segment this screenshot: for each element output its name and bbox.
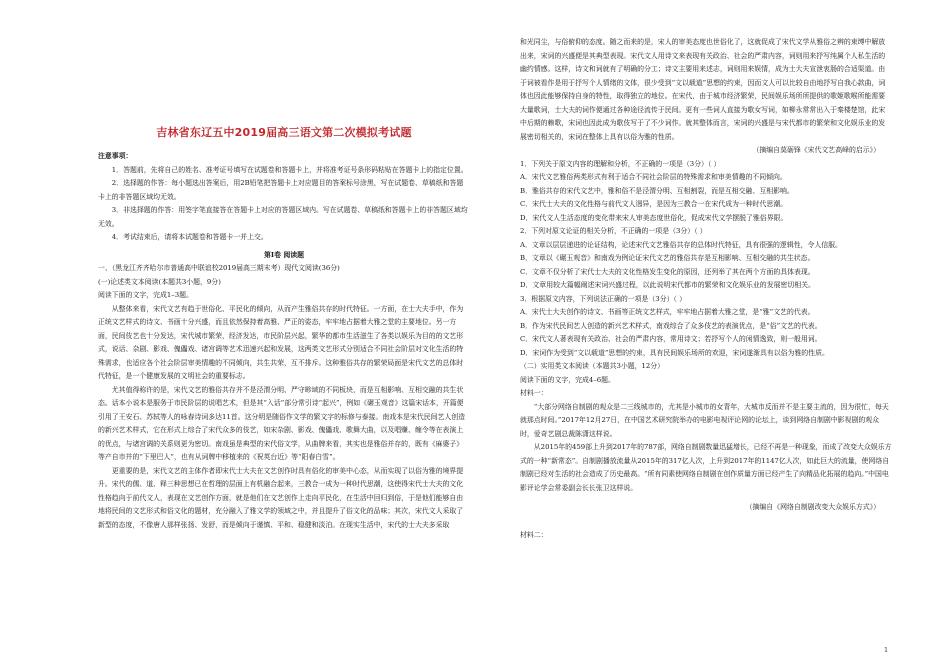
body-paragraph: 尤其值得称许的是，宋代文艺的雅俗共存并不是泾渭分明、严守畛域的不同板块，而是互相影响、互相交融的共生状态。话本小说本是服务于市民阶层的说唱艺术，但是其“入话”部分常引诗“起兴”，例如《碾玉观音》这篇宋话本，开篇便引用了王安石、苏轼等人的咏春诗词多达11首。这分明是随俗作文学的繁文字的标修与泰接。南戏本是宋代民间艺人创造的新兴艺术样式，它在形式上综合了宋代众多的伎艺，如宋杂剧、影戏、傀儡戏、歌舞大曲，以及唱赚、缠令等在表演上的优点，与诸宫调的关系则更为密切。南戏虽是典型的宋代俗文学，从曲牌来看，其实也是雅俗并存的，既有《麻婆子》等产自市井的“下里巴人”，也有从词牌中移植来的《祝英台近》等“阳春白雪”。 <box>98 385 466 461</box>
notice-item: 4．考试结束后，请将本试题卷和答题卡一并上交。 <box>111 233 268 241</box>
notice-heading: 注意事项： <box>98 152 133 160</box>
question-stem: 1．下列关于原文内容的理解和分析，不正确的一项是（3分）（ ） <box>520 159 721 168</box>
sub2-instruction: 阅读下面的文字，完成4–6题。 <box>520 375 615 384</box>
body-paragraph: 从整体来看，宋代文艺有趋于世俗化、平民化的倾向，从而产生雅俗共存的时代特征。一方面，在士大夫手中，作为正统文艺样式的诗文、书画十分兴盛，而且依然保持着高雅、严正的姿态，牢牢地占据着大雅之堂的主要地位。另一方面，民间伎艺也十分发达，宋代城市繁荣，经济发达，市民阶层兴起，繁华的都市生活滋生了各类以娱乐为目的的文艺形式，说话、杂剧、影戏、傀儡戏、诸宫调等艺术迅速兴起和发展，这两类文艺形式分别适合不同社会阶层对文化生活的特殊需求，也适应各个社会阶层审美情趣的不同倾向，共生共荣，互不排斥。这种雅俗共存的繁荣局面是宋代文艺的总体时代特征，是一个健康发展的文明社会的重要标志。 <box>98 304 464 380</box>
question-option: A．文章以层层递进的论证结构，论述宋代文艺雅俗共存的总体时代特征，具有很强的逻辑性，令人信服。 <box>520 240 842 249</box>
question-option: A．宋代士大夫创作的诗文、书画等正统文艺样式，牢牢地占据着大雅之堂，是“雅”文艺的代表。 <box>520 308 815 316</box>
sub1-heading: (一)论述类文本阅读(本题共3小题，9分) <box>98 277 221 286</box>
material-paragraph: 从2015年的459部上升到2017年的787部，网络自制剧数量迅猛增长，已经不再是一种现象，而成了改变大众娱乐方式的一种“新常态”。自制剧播放流量从2015年的317亿人次，上升到2017年的1147亿人次，如此巨大的流量，使网络自制剧已经对生活的社会造成了历史最高。“所有同素使网络自制剧在创作质量方面已经产生了向精品化拓展的趋向。”中国电影评论学会常委副会长长张卫这样说。 <box>520 443 892 492</box>
notice-item: 2．选择题的作答：每小题选出答案后，用2B铅笔把答题卡上对应题目的答案标号涂黑，写在试题卷、草稿纸和答题卡上的非答题区域均无效。 <box>98 179 464 201</box>
body-paragraph: 和光同尘，与俗俯仰的态度。随之而来的是，宋人的审美态度也世俗化了，这就促成了宋代文学从雅俗之辨的束缚中解放出来，宋词的兴盛便是其典型表现。宋代文人用诗文来表现有关政治、社会的严肃内容，词则用来抒写纯属个人私生活的幽约情感。这样，诗文和词就有了明确的分工；诗文主要用来述志，词则用来娱情，成为士大夫宣泄衷肠的合适渠道。由于词被看作是用于抒写个人情绪的文体，很少受到“文以载道”思想的约束，因而文人可以比较自由地抒写自我心款曲，词体也因此能够保持自身的特性，取得独立的地位。在宋代，由于城市经济繁荣，民间娱乐场所所提供的歌姬歌喉所能需要大量歌词，士大夫的词作便通过各种途径流传于民间。更有一些词人直接为歌女写词，如柳永常常出入于秦楼楚馆，此宋中后期的赖歌，宋词也因此成为歌伎写于了不少词作。就其整体而言，宋词的兴盛是与宋代都市的繁荣和文化娱乐业的发展密切相关的，宋词在整体上具有以俗为雅的性质。 <box>520 38 886 141</box>
page-number: 1 <box>884 646 889 654</box>
part1-heading: 一、（黑龙江齐齐哈尔市普通高中联谊校2019届高三期末考）现代文阅读(36分) <box>98 264 340 272</box>
exam-title: 吉林省东辽五中2019届高三语文第二次模拟考试题 <box>156 126 412 139</box>
sub2-heading: （二）实用类文本阅读（本题共3小题，12分） <box>520 362 665 370</box>
notice-item: 1．答题前，先将自己的姓名、准考证号填写在试题卷和答题卡上，并将准考证号条形码粘贴在答题卡上的指定位置。 <box>111 165 468 174</box>
source-citation: （摘编自莫砺锋《宋代文艺高峰的启示》） <box>752 146 880 154</box>
section-title: 第Ⅰ卷 阅读题 <box>263 250 305 259</box>
question-option: B．文章以《碾玉观音》和南戏为例论证宋代文艺的雅俗共存是互相影响、互相交融的共生状态。 <box>520 254 815 262</box>
question-option: C．文章不仅分析了宋代士大夫的文化性格发生变化的原因，还列举了其在两个方面的具体表现。 <box>520 267 815 276</box>
question-option: B．作为宋代民间艺人创造的新兴艺术样式，南戏综合了众多伎艺的表演优点，是“俗”文艺的代表。 <box>520 321 822 330</box>
sub1-instruction: 阅读下面的文字，完成1–3题。 <box>98 291 193 299</box>
right-column <box>520 0 892 672</box>
material-label: 材料一： <box>520 389 548 397</box>
source-citation: （摘编自《网络自制剧改变大众娱乐方式》） <box>745 503 880 511</box>
left-column <box>98 0 470 672</box>
question-option: D．宋代文人生活态度的变化带来宋人审美态度世俗化，促成宋代文学摆脱了雅俗界限。 <box>520 213 788 222</box>
question-option: D．宋词作为受到“文以载道”思想的约束，具有民间娱乐场所的欢迎，宋词遂渐具有以俗为雅的性质。 <box>520 348 829 357</box>
material-label: 材料二： <box>520 530 548 539</box>
question-stem: 2．下列对原文论证的相关分析，不正确的一项是（3分）（ ） <box>520 227 707 235</box>
notice-list <box>98 164 470 245</box>
right-content <box>520 36 892 542</box>
notice-item: 3．非选择题的作答：用签字笔直接答在答题卡上对应的答题区域内。写在试题卷、草稿纸和答题卡上的非答题区域均无效。 <box>98 206 468 228</box>
material-paragraph: “大部分网络自制剧的观众是二三线城市的，尤其是小城市的女青年，大城市反而并不是主要主流的，因为很忙，每天就那点时间。”2017年12月27日，在中国艺术研究院举办的电影电视评论网的论坛上，谈到网络自制剧中影视剧的观众时，爱奇艺剧总裁陈潇这样说。 <box>520 402 889 438</box>
question-option: C．宋代士大夫的文化性格与前代文人迥异，是因为三教合一在宋代成为一种时代思潮。 <box>520 200 788 208</box>
left-content <box>98 150 470 532</box>
question-option: B．雅俗共存的宋代文艺中，雅和俗不是泾渭分明、互相割裂，而是互相交融、互相影响。 <box>520 186 794 195</box>
question-option: A．宋代文艺雅俗两类形式有利于适合不同社会阶层的特殊需求和审美情趣的不同倾向。 <box>520 173 787 181</box>
question-option: D．文章用较大篇幅阐述宋词兴盛过程，以此说明宋代都市的繁荣和文化娱乐业的发展密切相关。 <box>520 281 815 289</box>
body-paragraph: 更重要的是，宋代文艺的主体作者即宋代士大夫在文艺创作时具有俗化的审美中心态，从而实现了以俗为雅的境界提升。宋代的儒、道、释三种思想已在哲理的层面上有机融合起来，三教合一成为一种时代思潮，这使得宋代士大夫的文化性格趋向于前代文人，表现在文艺创作方面，就是他们在文艺创作上走向平民化，在生活中回归到俗，于是他们能够自由地将民间的文艺形式和俗文化的题材，充分融入了雅文学的领域之中，并且提升了俗文化的品味；其次，宋代文人采取了新型的态度，不像唐人那样张扬、发舒，而是倾向于谨慎、平和、稳健和淡泊。在现实生活中，宋代的士大夫多采取 <box>98 466 464 529</box>
question-option: C．宋代文人著表现有关政治、社会的严肃内容，常用诗文；若抒写个人的闲情逸致，则一般用词。 <box>520 335 822 343</box>
question-stem: 3．根据原文内容，下列说法正确的一项是（3分）（ ） <box>520 294 686 303</box>
